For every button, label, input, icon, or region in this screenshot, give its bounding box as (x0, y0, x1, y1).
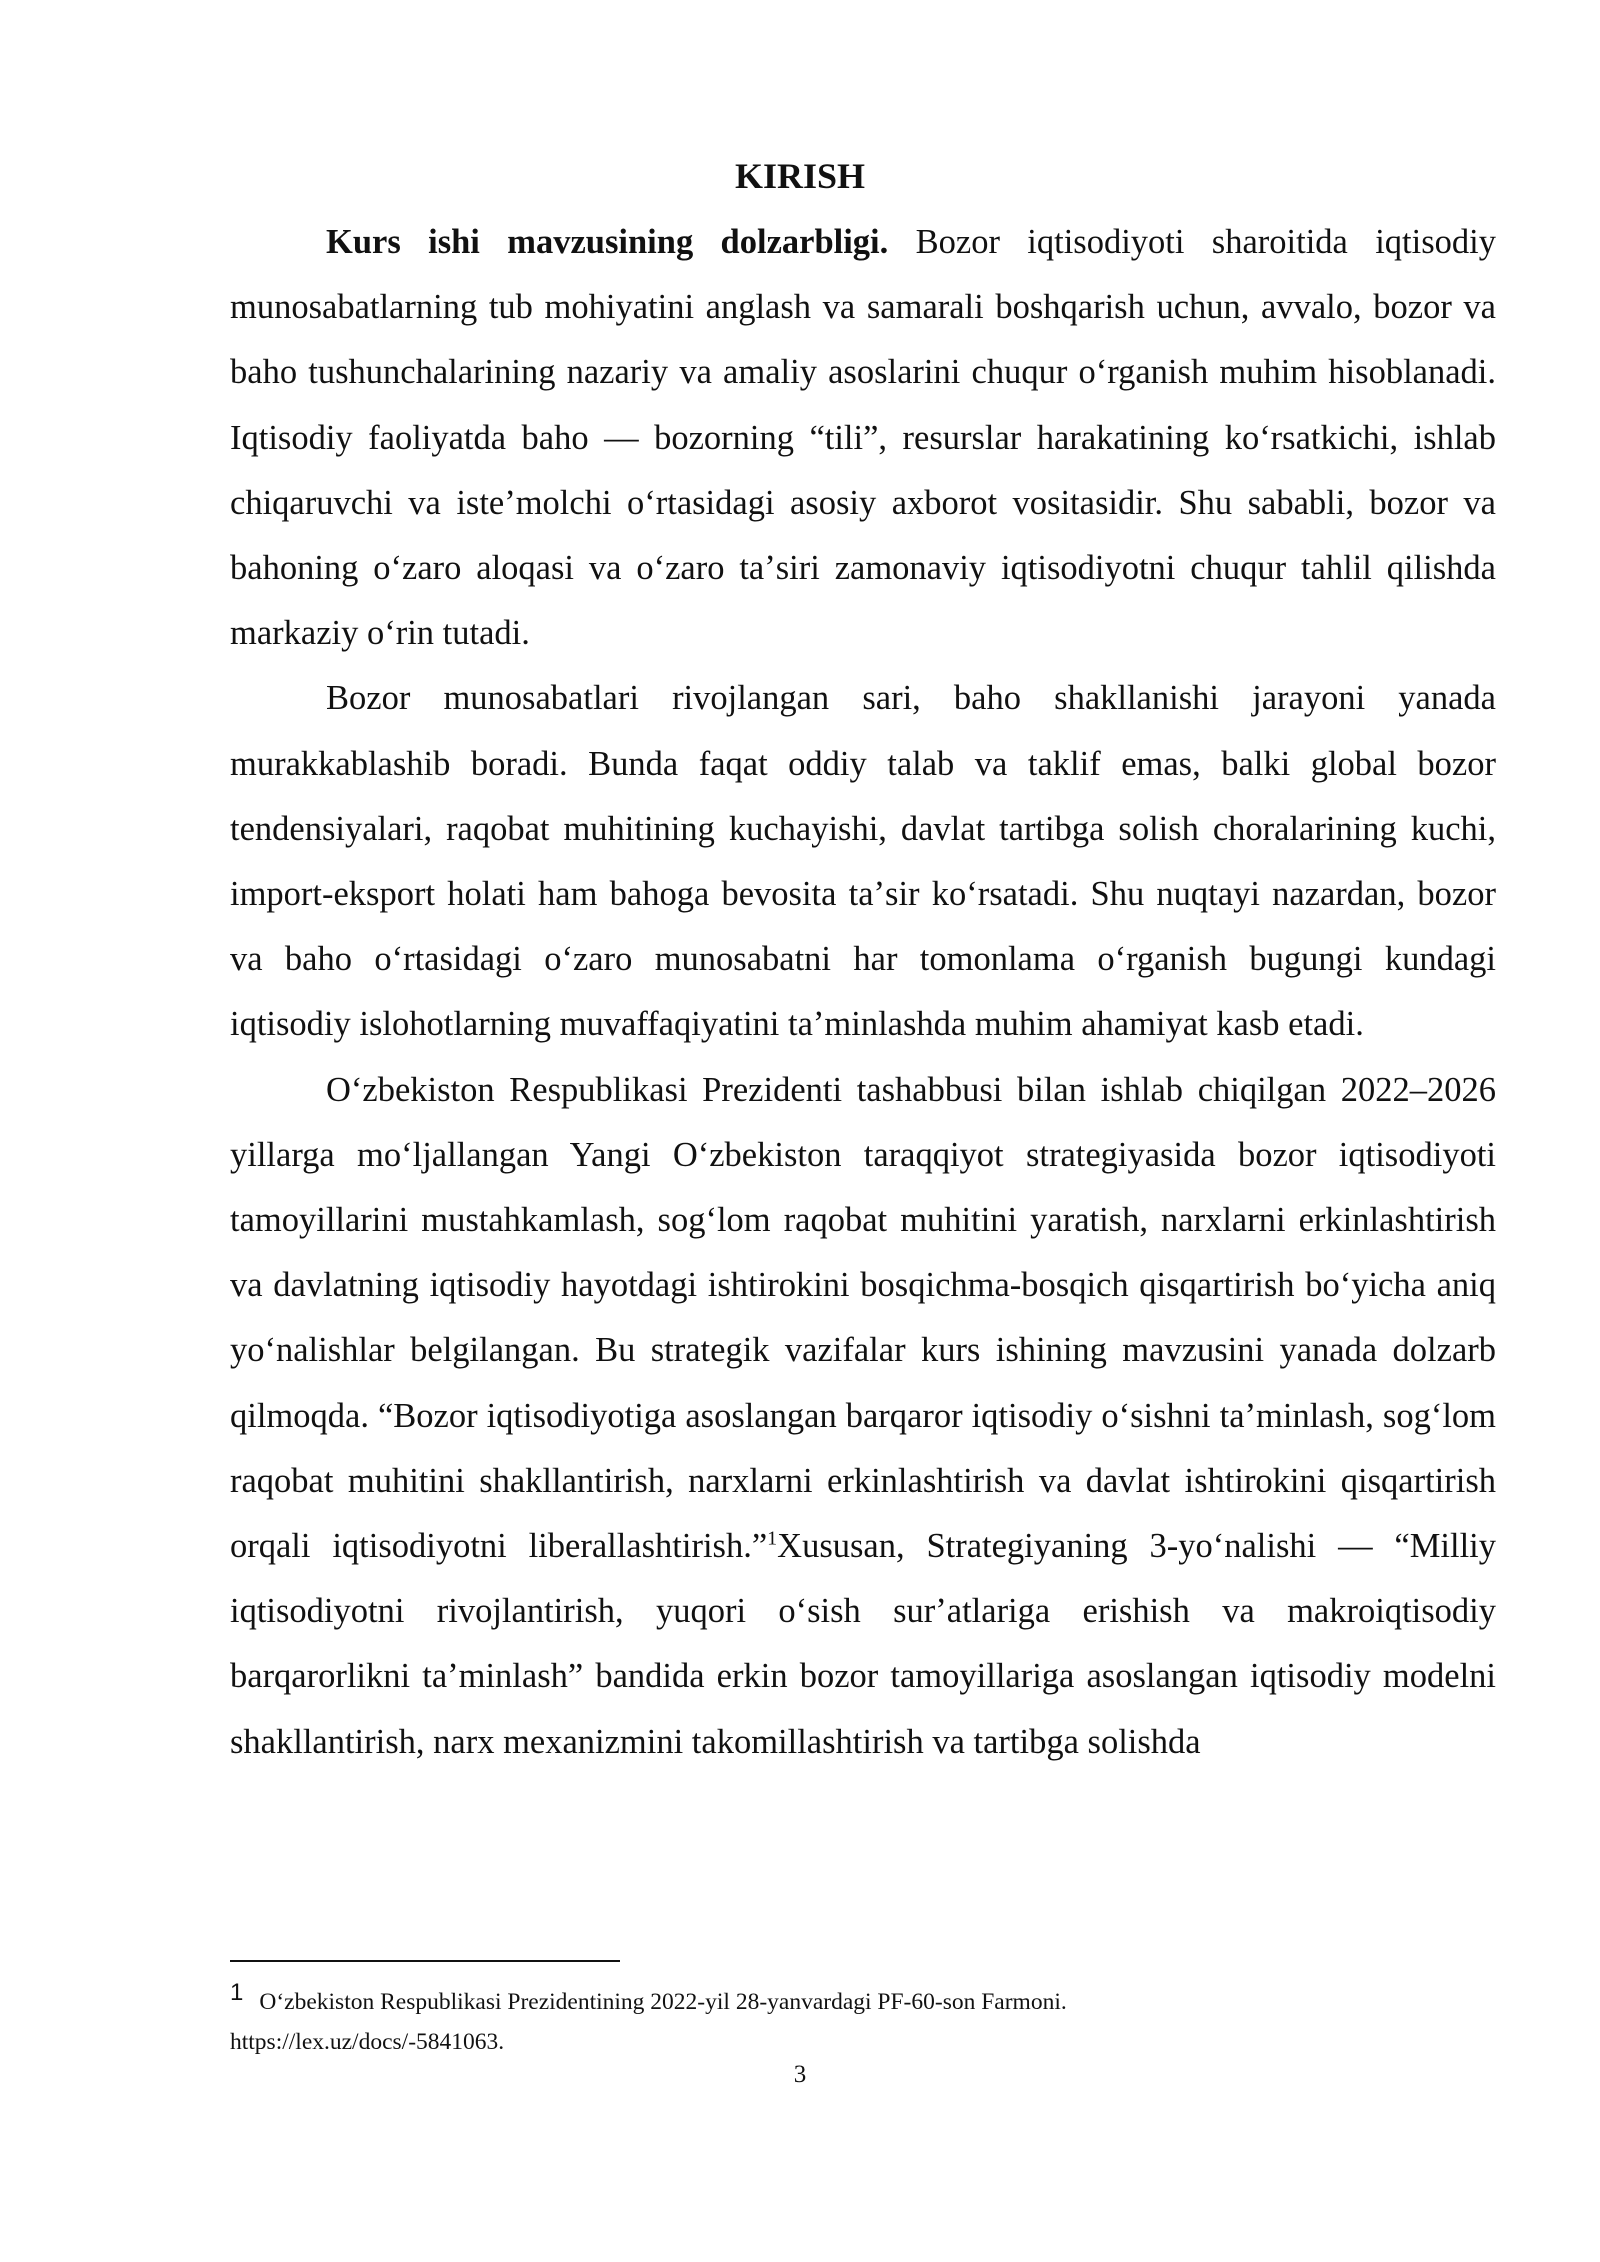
footnote-reference[interactable]: 1 (767, 1527, 778, 1550)
footnote-text: Oʻzbekiston Respublikasi Prezidentining 2022-yil 28-yanvardagi PF-60-son Farmoni. (259, 1989, 1067, 2015)
page-number: 3 (793, 2061, 807, 2088)
paragraph-text-continued: Xususan, Strategiyaning 3-yoʻnalishi — “Milliy iqtisodiyotni rivojlantirish, yuqori oʻsish surʼatlariga erishish va makroiqtisodiy barqarorlikni taʼminlash” bandida erkin bozor tamoyillariga asoslangan iqtisodiy modelni shakllantirish, narx mexanizmini takomillashtirish va tartibga solishda (230, 1527, 1496, 1761)
paragraph-strategy (230, 1058, 1496, 1775)
footnote-mark: 1 (230, 1979, 244, 2006)
paragraph-relevance (230, 210, 1496, 666)
footnote-divider (230, 1960, 620, 1962)
paragraph-text: Oʻzbekiston Respublikasi Prezidenti tashabbusi bilan ishlab chiqilgan 2022–2026 yillarga moʻljallangan Yangi Oʻzbekiston taraqqiyot strategiyasida bozor iqtisodiyoti tamoyillarini mustahkamlash, sogʻlom raqobat muhitini yaratish, narxlarni erkinlashtirish va davlatning iqtisodiy hayotdagi ishtirokini bosqichma-bosqich qisqartirish boʻyicha aniq yoʻnalishlar belgilangan. Bu strategik vazifalar kurs ishining mavzusini yanada dolzarb qilmoqda. “Bozor iqtisodiyotiga asoslangan barqaror iqtisodiy oʻsishni taʼminlash, sogʻlom raqobat muhitini shakllantirish, narxlarni erkinlashtirish va davlat ishtirokini qisqartirish orqali iqtisodiyotni liberallashtirish.” (230, 1070, 1496, 1566)
paragraph-text: Bozor munosabatlari rivojlangan sari, baho shakllanishi jarayoni yanada murakkablashib boradi. Bunda faqat oddiy talab va taklif emas, balki global bozor tendensiyalari, raqobat muhitining kuchayishi, davlat tartibga solish choralarining kuchi, import-eksport holati ham bahoga bevosita taʼsir koʻrsatadi. Shu nuqtayi nazardan, bozor va baho oʻrtasidagi oʻzaro munosabatni har tomonlama oʻrganish bugungi kundagi iqtisodiy islohotlarning muvaffaqiyatini taʼminlashda muhim ahamiyat kasb etadi. (230, 679, 1496, 1044)
page-heading: KIRISH (734, 156, 866, 196)
footnote (230, 1973, 1496, 2062)
paragraph-market-relations (230, 666, 1496, 1057)
body-text (230, 210, 1496, 1775)
footnote-link[interactable]: https://lex.uz/docs/-5841063. (230, 2029, 505, 2055)
paragraph-lead: Kurs ishi mavzusining dolzarbligi. (326, 223, 889, 261)
paragraph-text: Bozor iqtisodiyoti sharoitida iqtisodiy munosabatlarning tub mohiyatini anglash va samarali boshqarish uchun, avvalo, bozor va baho tushunchalarining nazariy va amaliy asoslarini chuqur oʻrganish muhim hisoblanadi. Iqtisodiy faoliyatda baho — bozorning “tili”, resurslar harakatining koʻrsatkichi, ishlab chiqaruvchi va isteʼmolchi oʻrtasidagi asosiy axborot vositasidir. Shu sababli, bozor va bahoning oʻzaro aloqasi va oʻzaro taʼsiri zamonaviy iqtisodiyotni chuqur tahlil qilishda markaziy oʻrin tutadi. (230, 223, 1496, 653)
